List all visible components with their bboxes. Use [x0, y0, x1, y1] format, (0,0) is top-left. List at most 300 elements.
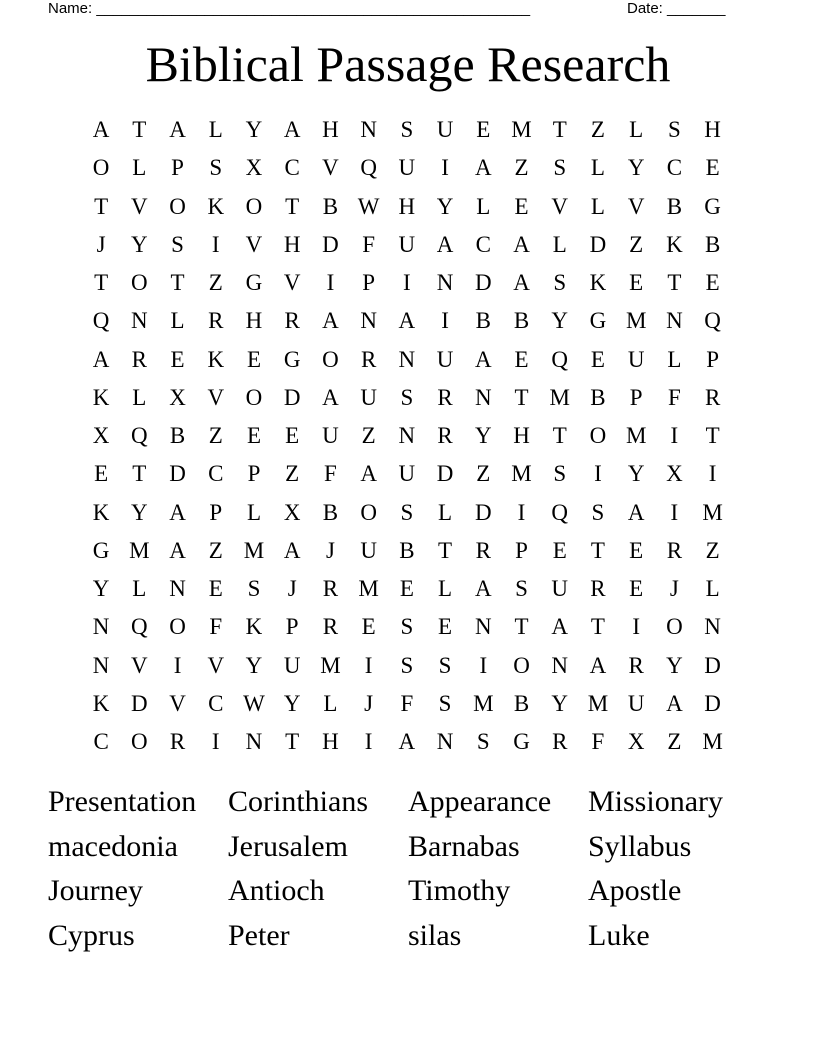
grid-letter: V	[131, 193, 148, 219]
grid-letter: K	[589, 270, 607, 296]
grid-row	[82, 188, 732, 226]
grid-letter: N	[474, 614, 492, 640]
grid-letter: L	[552, 231, 567, 257]
grid-letter: E	[629, 537, 644, 563]
grid-letter: A	[436, 231, 454, 257]
grid-letter: G	[92, 537, 110, 563]
grid-letter: A	[398, 729, 416, 755]
grid-letter: I	[364, 729, 373, 755]
grid-row	[82, 723, 732, 761]
word-list-item: Missionary	[588, 785, 723, 818]
grid-letter: B	[399, 537, 415, 563]
grid-letter: M	[511, 461, 532, 487]
grid-letter: A	[398, 308, 416, 334]
grid-letter: Q	[551, 499, 569, 525]
grid-letter: R	[666, 537, 683, 563]
grid-letter: D	[436, 461, 454, 487]
grid-letter: N	[92, 652, 110, 678]
grid-letter: R	[628, 652, 644, 678]
grid-letter: L	[476, 193, 491, 219]
grid-letter: C	[666, 155, 683, 181]
grid-letter: H	[398, 193, 416, 219]
name-field-label: Name: ____________________________________________________	[48, 0, 531, 17]
grid-letter: D	[704, 652, 721, 678]
grid-letter: I	[403, 270, 411, 296]
grid-letter: S	[400, 499, 414, 525]
grid-letter: I	[670, 499, 679, 525]
grid-letter: U	[398, 461, 416, 487]
grid-letter: L	[208, 117, 223, 143]
grid-letter: T	[132, 461, 147, 487]
grid-letter: T	[705, 423, 720, 449]
grid-letter: Z	[476, 461, 491, 487]
grid-letter: O	[513, 652, 530, 678]
grid-letter: R	[704, 384, 721, 410]
grid-letter: V	[169, 690, 186, 716]
grid-letter: Q	[551, 346, 569, 372]
grid-letter: P	[247, 461, 261, 487]
grid-letter: J	[669, 576, 679, 602]
grid-letter: Q	[131, 614, 148, 640]
grid-letter: A	[474, 576, 492, 602]
grid-letter: V	[322, 155, 339, 181]
grid-letter: A	[474, 155, 492, 181]
grid-letter: M	[587, 690, 609, 716]
grid-letter: S	[400, 117, 414, 143]
word-list-item: Peter	[228, 919, 290, 953]
grid-letter: E	[590, 346, 605, 372]
grid-letter: U	[436, 117, 454, 143]
word-list-item: Antioch	[228, 874, 325, 908]
grid-letter: S	[400, 384, 414, 410]
grid-letter: B	[322, 499, 339, 525]
grid-letter: I	[211, 729, 220, 755]
grid-letter: Y	[627, 461, 645, 487]
grid-row	[82, 647, 732, 685]
grid-letter: N	[436, 729, 454, 755]
word-list-item: Jerusalem	[228, 829, 348, 863]
grid-letter: I	[670, 423, 679, 449]
grid-letter: S	[553, 461, 567, 487]
grid-letter: R	[360, 346, 377, 372]
grid-letter: P	[629, 384, 643, 410]
grid-letter: I	[594, 461, 602, 487]
grid-letter: I	[441, 308, 449, 334]
word-list-item: macedonia	[48, 829, 178, 863]
grid-letter: N	[436, 270, 454, 296]
grid-letter: L	[629, 117, 644, 143]
grid-row	[82, 149, 732, 187]
grid-letter: R	[208, 308, 224, 334]
grid-letter: F	[667, 384, 681, 410]
grid-letter: S	[667, 117, 681, 143]
grid-letter: H	[322, 117, 339, 143]
grid-letter: E	[361, 614, 376, 640]
grid-letter: U	[360, 537, 377, 563]
word-list-item: Apostle	[588, 874, 682, 908]
grid-letter: F	[591, 729, 605, 755]
word-list	[48, 780, 768, 959]
grid-letter: K	[92, 384, 110, 410]
grid-letter: Z	[705, 537, 720, 563]
grid-letter: U	[551, 576, 569, 602]
grid-letter: X	[169, 384, 186, 410]
grid-letter: I	[364, 652, 373, 678]
grid-letter: D	[589, 231, 607, 257]
grid-letter: T	[667, 270, 682, 296]
grid-letter: A	[169, 117, 186, 143]
grid-row	[82, 379, 732, 417]
grid-letter: O	[169, 193, 186, 219]
grid-letter: F	[209, 614, 223, 640]
grid-letter: Q	[704, 308, 721, 334]
grid-letter: R	[169, 729, 186, 755]
letter-grid	[82, 111, 732, 761]
grid-letter: A	[627, 499, 645, 525]
grid-letter: W	[243, 690, 265, 716]
grid-letter: N	[131, 308, 148, 334]
grid-letter: T	[285, 729, 300, 755]
grid-letter: L	[132, 384, 147, 410]
grid-letter: E	[514, 346, 529, 372]
grid-row	[82, 494, 732, 532]
grid-letter: V	[207, 652, 225, 678]
page-title: Biblical Passage Research	[145, 36, 671, 92]
grid-letter: N	[360, 117, 377, 143]
grid-letter: Y	[131, 499, 148, 525]
grid-letter: K	[245, 614, 263, 640]
grid-letter: M	[549, 384, 570, 410]
word-list-item: Corinthians	[228, 785, 368, 818]
grid-letter: C	[284, 155, 300, 181]
grid-letter: E	[629, 576, 644, 602]
grid-letter: D	[283, 384, 301, 410]
grid-letter: E	[94, 461, 109, 487]
grid-letter: J	[287, 576, 297, 602]
grid-letter: Y	[436, 193, 454, 219]
grid-letter: P	[362, 270, 376, 296]
grid-row	[82, 570, 732, 608]
grid-letter: T	[438, 537, 453, 563]
grid-row	[82, 532, 732, 570]
grid-letter: L	[438, 576, 453, 602]
grid-letter: F	[362, 231, 376, 257]
grid-letter: Y	[627, 155, 645, 181]
word-list-item: Timothy	[408, 874, 511, 908]
grid-letter: Z	[514, 155, 529, 181]
grid-letter: M	[702, 499, 723, 525]
grid-letter: L	[323, 690, 338, 716]
grid-letter: J	[364, 690, 374, 716]
grid-letter: O	[131, 729, 148, 755]
grid-letter: Z	[208, 423, 223, 449]
grid-letter: J	[96, 231, 106, 257]
grid-letter: K	[207, 346, 225, 372]
grid-letter: Y	[551, 308, 569, 334]
grid-letter: A	[283, 537, 301, 563]
word-list-item: Cyprus	[48, 919, 135, 953]
grid-letter: I	[708, 461, 717, 487]
grid-letter: F	[324, 461, 337, 487]
grid-letter: S	[438, 652, 452, 678]
grid-letter: X	[666, 461, 683, 487]
word-list-item: Luke	[588, 919, 650, 953]
grid-letter: D	[131, 690, 148, 716]
grid-letter: Y	[283, 690, 301, 716]
grid-letter: X	[92, 423, 110, 449]
grid-letter: X	[283, 499, 301, 525]
grid-letter: B	[704, 231, 721, 257]
grid-letter: Y	[245, 117, 263, 143]
grid-letter: T	[514, 384, 529, 410]
grid-letter: S	[438, 690, 452, 716]
grid-letter: R	[322, 614, 339, 640]
grid-letter: G	[589, 308, 607, 334]
grid-letter: E	[285, 423, 300, 449]
grid-letter: K	[92, 690, 110, 716]
grid-letter: A	[474, 346, 492, 372]
grid-letter: E	[399, 576, 414, 602]
grid-letter: V	[207, 384, 225, 410]
grid-letter: H	[322, 729, 339, 755]
grid-letter: P	[706, 346, 719, 372]
grid-letter: S	[400, 652, 414, 678]
grid-letter: T	[285, 193, 300, 219]
grid-letter: S	[515, 576, 528, 602]
grid-letter: V	[627, 193, 645, 219]
grid-letter: B	[475, 308, 491, 334]
grid-letter: N	[666, 308, 683, 334]
grid-letter: Q	[360, 155, 377, 181]
grid-letter: R	[590, 576, 606, 602]
grid-letter: K	[92, 499, 110, 525]
grid-letter: E	[629, 270, 644, 296]
grid-letter: T	[552, 117, 567, 143]
grid-letter: U	[322, 423, 339, 449]
grid-row	[82, 264, 732, 302]
grid-letter: Y	[245, 652, 263, 678]
grid-letter: T	[552, 423, 567, 449]
grid-letter: S	[553, 155, 567, 181]
grid-letter: H	[513, 423, 530, 449]
grid-letter: S	[209, 155, 223, 181]
grid-letter: U	[398, 155, 416, 181]
grid-letter: O	[169, 614, 186, 640]
grid-letter: I	[326, 270, 335, 296]
grid-letter: N	[169, 576, 186, 602]
grid-letter: L	[246, 499, 262, 525]
grid-letter: J	[325, 537, 335, 563]
grid-letter: L	[705, 576, 720, 602]
word-list-item: Journey	[48, 874, 143, 908]
grid-letter: T	[94, 270, 109, 296]
grid-letter: E	[170, 346, 185, 372]
grid-letter: A	[360, 461, 377, 487]
grid-letter: C	[208, 690, 224, 716]
word-list-item: silas	[408, 919, 462, 953]
grid-letter: M	[511, 117, 532, 143]
grid-letter: C	[475, 231, 491, 257]
grid-letter: R	[322, 576, 339, 602]
grid-letter: S	[171, 231, 184, 257]
grid-letter: B	[169, 423, 186, 449]
grid-letter: I	[441, 155, 449, 181]
grid-letter: O	[589, 423, 607, 449]
grid-letter: N	[360, 308, 377, 334]
grid-letter: T	[514, 614, 529, 640]
grid-letter: M	[625, 423, 647, 449]
grid-letter: W	[357, 193, 380, 219]
grid-letter: R	[475, 537, 491, 563]
grid-letter: A	[283, 117, 301, 143]
grid-letter: Z	[590, 117, 605, 143]
grid-letter: U	[360, 384, 377, 410]
grid-row	[82, 302, 732, 340]
grid-letter: M	[358, 576, 379, 602]
grid-letter: G	[513, 729, 530, 755]
grid-letter: B	[590, 384, 606, 410]
grid-row	[82, 608, 732, 646]
grid-letter: P	[171, 155, 184, 181]
grid-letter: E	[514, 193, 529, 219]
grid-letter: M	[625, 308, 647, 334]
grid-letter: A	[169, 499, 186, 525]
grid-letter: E	[246, 423, 262, 449]
grid-letter: M	[473, 690, 494, 716]
grid-letter: S	[247, 576, 261, 602]
grid-letter: L	[132, 576, 147, 602]
grid-letter: L	[132, 155, 147, 181]
grid-letter: Z	[667, 729, 682, 755]
grid-letter: L	[590, 193, 605, 219]
grid-letter: Z	[208, 537, 223, 563]
grid-letter: N	[474, 384, 492, 410]
grid-letter: U	[436, 346, 454, 372]
grid-letter: M	[702, 729, 723, 755]
grid-letter: Y	[666, 652, 683, 678]
word-list-item: Presentation	[48, 785, 197, 818]
grid-letter: P	[515, 537, 528, 563]
grid-letter: V	[283, 270, 301, 296]
grid-letter: U	[627, 690, 645, 716]
grid-letter: S	[553, 270, 567, 296]
date-field-label: Date: _______	[627, 0, 726, 17]
grid-letter: N	[398, 346, 416, 372]
grid-letter: A	[666, 690, 683, 716]
grid-letter: C	[208, 461, 224, 487]
grid-letter: A	[92, 117, 110, 143]
grid-row	[82, 455, 732, 493]
grid-letter: Q	[131, 423, 148, 449]
grid-letter: N	[245, 729, 263, 755]
grid-letter: E	[208, 576, 223, 602]
grid-letter: E	[705, 270, 720, 296]
grid-letter: E	[476, 117, 491, 143]
grid-letter: G	[245, 270, 263, 296]
grid-letter: D	[704, 690, 721, 716]
grid-letter: O	[322, 346, 339, 372]
grid-letter: O	[360, 499, 377, 525]
grid-letter: D	[474, 499, 492, 525]
grid-letter: D	[474, 270, 492, 296]
grid-letter: G	[704, 193, 721, 219]
grid-letter: T	[170, 270, 185, 296]
grid-letter: Y	[92, 576, 110, 602]
grid-letter: T	[590, 614, 605, 640]
grid-letter: A	[322, 384, 339, 410]
grid-letter: R	[284, 308, 300, 334]
grid-letter: M	[320, 652, 341, 678]
grid-letter: O	[92, 155, 110, 181]
grid-letter: A	[589, 652, 607, 678]
grid-letter: O	[666, 614, 683, 640]
grid-letter: U	[283, 652, 301, 678]
grid-letter: V	[131, 652, 148, 678]
grid-letter: E	[705, 155, 720, 181]
grid-row	[82, 685, 732, 723]
grid-row	[82, 111, 732, 149]
grid-letter: X	[627, 729, 645, 755]
grid-letter: H	[283, 231, 301, 257]
grid-letter: I	[479, 652, 488, 678]
grid-letter: H	[704, 117, 721, 143]
grid-letter: N	[92, 614, 110, 640]
grid-letter: T	[94, 193, 109, 219]
grid-letter: Q	[92, 308, 110, 334]
grid-letter: N	[551, 652, 569, 678]
grid-letter: K	[207, 193, 225, 219]
grid-letter: Y	[474, 423, 492, 449]
grid-letter: T	[132, 117, 147, 143]
grid-letter: O	[245, 193, 263, 219]
grid-letter: N	[704, 614, 721, 640]
grid-letter: A	[551, 614, 569, 640]
grid-letter: A	[169, 537, 186, 563]
grid-letter: A	[322, 308, 339, 334]
grid-letter: R	[437, 423, 453, 449]
grid-letter: G	[283, 346, 301, 372]
grid-letter: A	[513, 270, 530, 296]
grid-letter: R	[131, 346, 147, 372]
grid-letter: O	[245, 384, 263, 410]
word-list-item: Syllabus	[588, 829, 692, 863]
grid-letter: M	[129, 537, 150, 563]
grid-letter: I	[517, 499, 526, 525]
grid-letter: M	[243, 537, 265, 563]
grid-letter: B	[513, 690, 530, 716]
grid-letter: R	[552, 729, 568, 755]
grid-letter: B	[322, 193, 339, 219]
grid-letter: E	[438, 614, 453, 640]
grid-letter: X	[245, 155, 263, 181]
grid-letter: L	[170, 308, 185, 334]
grid-letter: L	[667, 346, 682, 372]
grid-letter: E	[246, 346, 262, 372]
grid-row	[82, 341, 732, 379]
grid-letter: A	[92, 346, 110, 372]
grid-letter: P	[209, 499, 223, 525]
grid-letter: V	[551, 193, 569, 219]
grid-letter: I	[211, 231, 220, 257]
grid-letter: S	[476, 729, 490, 755]
grid-letter: R	[437, 384, 453, 410]
grid-letter: I	[173, 652, 182, 678]
grid-letter: Y	[131, 231, 148, 257]
grid-letter: S	[400, 614, 414, 640]
grid-letter: C	[93, 729, 109, 755]
grid-letter: F	[400, 690, 414, 716]
grid-letter: V	[245, 231, 263, 257]
